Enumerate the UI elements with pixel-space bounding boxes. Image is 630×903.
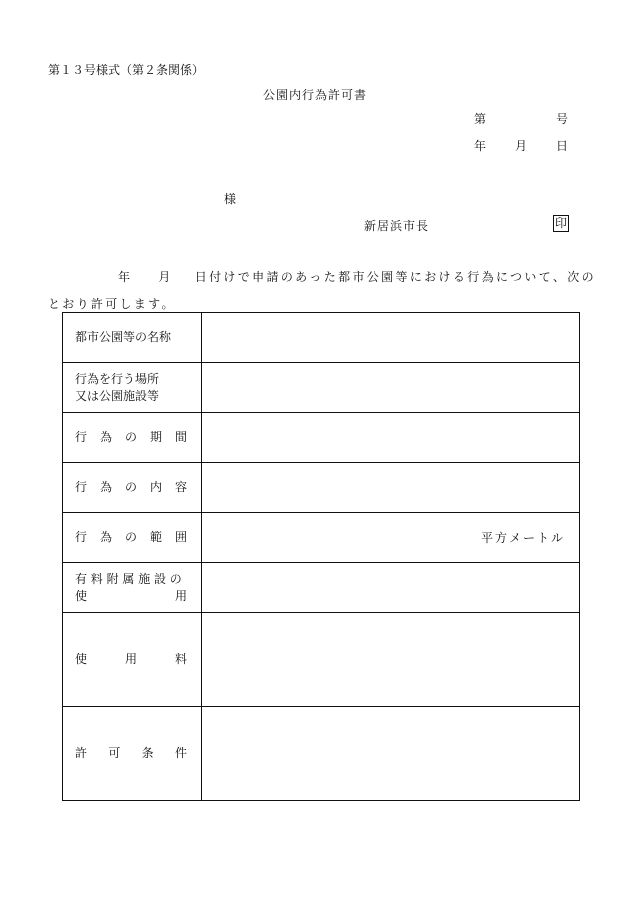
- table-row: [63, 563, 580, 613]
- activity-content-field[interactable]: [202, 463, 580, 513]
- table-row: [63, 613, 580, 707]
- form-number: 第１３号様式（第２条関係）: [48, 63, 205, 77]
- issue-date-month: 月: [515, 139, 528, 153]
- body-text-line1: [118, 268, 596, 285]
- row-label: [63, 613, 202, 707]
- usage-fee-field[interactable]: [202, 613, 580, 707]
- row-label: [63, 413, 202, 463]
- area-unit: 平方メートル: [480, 531, 565, 545]
- body-year: 年: [118, 270, 133, 284]
- label-line: 使 用 料: [75, 652, 187, 666]
- table-row: [63, 463, 580, 513]
- seal-mark: 印: [555, 216, 568, 230]
- issue-date-year: 年: [474, 139, 487, 153]
- row-label: [63, 563, 202, 613]
- label-line: 有料附属施設の: [75, 571, 186, 586]
- label-line: 使 用: [75, 588, 187, 603]
- label-line: 行 為 の 期 間: [75, 430, 187, 444]
- row-label: [63, 463, 202, 513]
- table-row: [63, 313, 580, 363]
- table-row: [63, 363, 580, 413]
- permit-number-suffix: 号: [556, 112, 569, 126]
- row-label: [63, 707, 202, 801]
- table-row: [63, 513, 580, 563]
- label-line: 行 為 の 範 囲: [75, 530, 187, 544]
- permit-number-label: 第: [474, 112, 487, 126]
- issuer-name: 新居浜市長: [364, 219, 430, 233]
- permit-details-table: [62, 312, 580, 801]
- issue-date-day: 日: [556, 139, 569, 153]
- label-line: 都市公園等の名称: [75, 330, 172, 344]
- addressee-honorific: 様: [224, 192, 237, 206]
- row-label: [63, 363, 202, 413]
- table-row: [63, 707, 580, 801]
- row-label: [63, 513, 202, 563]
- label-line: 行為を行う場所: [75, 371, 160, 386]
- park-name-field[interactable]: [202, 313, 580, 363]
- activity-period-field[interactable]: [202, 413, 580, 463]
- body-text-line2: とおり許可します。: [48, 297, 176, 311]
- activity-area-field[interactable]: [202, 513, 580, 563]
- document-title: 公園内行為許可書: [262, 88, 367, 102]
- paid-facility-use-field[interactable]: [202, 563, 580, 613]
- activity-place-field[interactable]: [202, 363, 580, 413]
- label-line: 又は公園施設等: [75, 388, 160, 403]
- table-row: [63, 413, 580, 463]
- row-label: [63, 313, 202, 363]
- label-line: 行 為 の 内 容: [75, 480, 187, 494]
- permit-conditions-field[interactable]: [202, 707, 580, 801]
- body-month: 月: [158, 270, 173, 284]
- body-text: 日付けで申請のあった都市公園等における行為について、次の: [194, 270, 596, 284]
- label-line: 許 可 条 件: [75, 746, 187, 760]
